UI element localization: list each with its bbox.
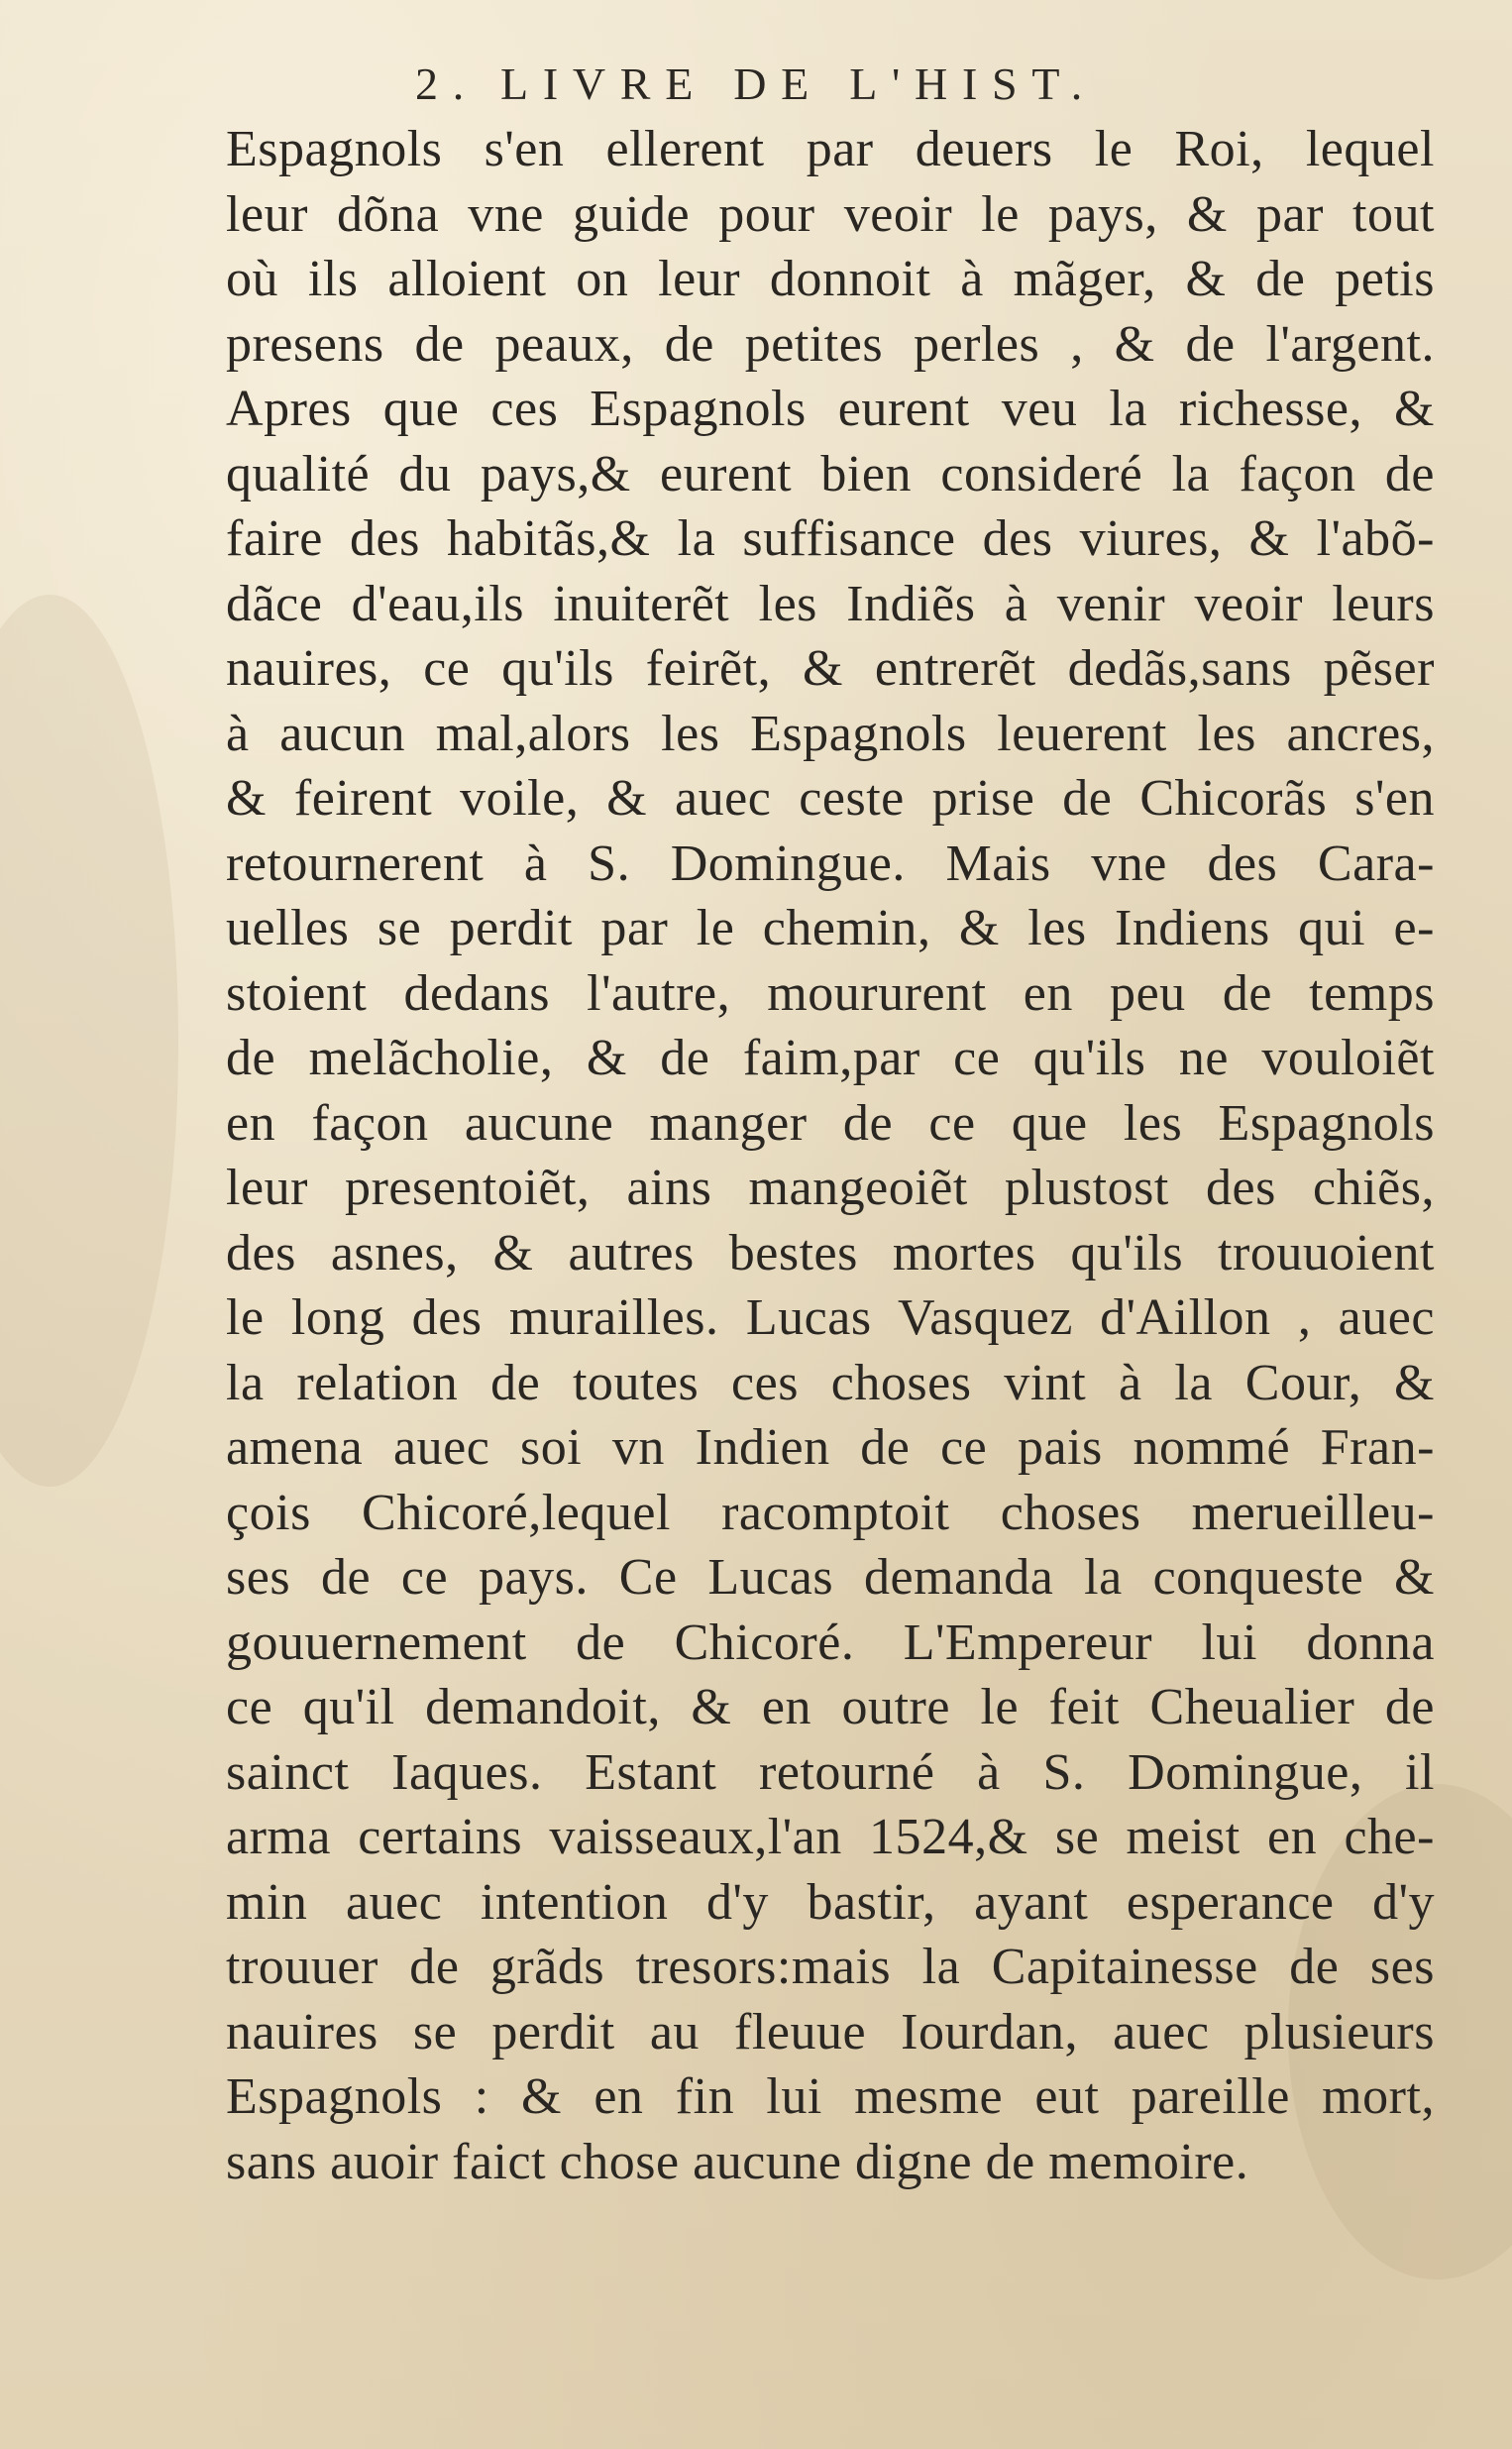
text-line: où ils alloient on leur donnoit à mãger, & de petis xyxy=(226,251,1435,307)
running-title: LIVRE DE L'HIST. xyxy=(500,58,1097,109)
text-line: des asnes, & autres bestes mortes qu'ils trouuoient xyxy=(226,1224,1435,1281)
text-line: & feirent voile, & auec ceste prise de Chicorãs s'en xyxy=(226,770,1435,827)
text-line: trouuer de grãds tresors:mais la Capitainesse de ses xyxy=(226,1939,1435,1995)
text-line: min auec intention d'y bastir, ayant esperance d'y xyxy=(226,1873,1435,1931)
text-line: Espagnols : & en fin lui mesme eut pareille mort, xyxy=(226,2068,1435,2125)
text-line: çois Chicoré,lequel racomptoit choses merueilleu- xyxy=(226,1484,1435,1541)
text-line: le long des murailles. Lucas Vasquez d'Aillon , auec xyxy=(226,1289,1435,1346)
text-line: qualité du pays,& eurent bien consideré la façon de xyxy=(226,445,1435,502)
text-line: en façon aucune manger de ce que les Espagnols xyxy=(226,1094,1435,1152)
text-line: ce qu'il demandoit, & en outre le feit Cheualier de xyxy=(226,1679,1435,1735)
page-number: 2. xyxy=(415,58,479,109)
text-line: sans auoir faict chose aucune digne de memoire. xyxy=(226,2133,1249,2190)
text-line: stoient dedans l'autre, moururent en peu de temps xyxy=(226,964,1435,1022)
text-line: faire des habitãs,& la suffisance des viures, & l'abõ- xyxy=(226,510,1435,567)
text-line: gouuernement de Chicoré. L'Empereur lui donna xyxy=(226,1614,1435,1671)
text-line: la relation de toutes ces choses vint à la Cour, & xyxy=(226,1354,1435,1411)
text-line: retournerent à S. Domingue. Mais vne des Cara- xyxy=(226,835,1435,892)
text-line: amena auec soi vn Indien de ce pais nommé Fran- xyxy=(226,1419,1435,1476)
body-text xyxy=(226,117,1435,2194)
text-line: leur dõna vne guide pour veoir le pays, & par tout xyxy=(226,185,1435,243)
text-line: dãce d'eau,ils inuiterẽt les Indiẽs à venir veoir leurs xyxy=(226,575,1435,632)
text-line: sainct Iaques. Estant retourné à S. Domingue, il xyxy=(226,1743,1435,1801)
text-line: presens de peaux, de petites perles , & de l'argent. xyxy=(226,315,1435,373)
text-line: nauires, ce qu'ils feirẽt, & entrerẽt dedãs,sans pẽser xyxy=(226,640,1435,697)
text-line: leur presentoiẽt, ains mangeoiẽt plustost des chiẽs, xyxy=(226,1160,1435,1216)
text-line: ses de ce pays. Ce Lucas demanda la conqueste & xyxy=(226,1549,1435,1606)
text-line: à aucun mal,alors les Espagnols leuerent les ancres, xyxy=(226,705,1435,762)
text-line: Apres que ces Espagnols eurent veu la richesse, & xyxy=(226,381,1435,437)
text-line: Espagnols s'en ellerent par deuers le Roi, lequel xyxy=(226,121,1435,177)
text-line: uelles se perdit par le chemin, & les Indiens qui e- xyxy=(226,900,1435,956)
text-line: arma certains vaisseaux,l'an 1524,& se meist en che- xyxy=(226,1809,1435,1865)
text-line: nauires se perdit au fleuue Iourdan, auec plusieurs xyxy=(226,2003,1435,2060)
page-stain xyxy=(0,595,178,1487)
text-line: de melãcholie, & de faim,par ce qu'ils ne vouloiẽt xyxy=(226,1030,1435,1086)
running-header xyxy=(0,57,1512,110)
